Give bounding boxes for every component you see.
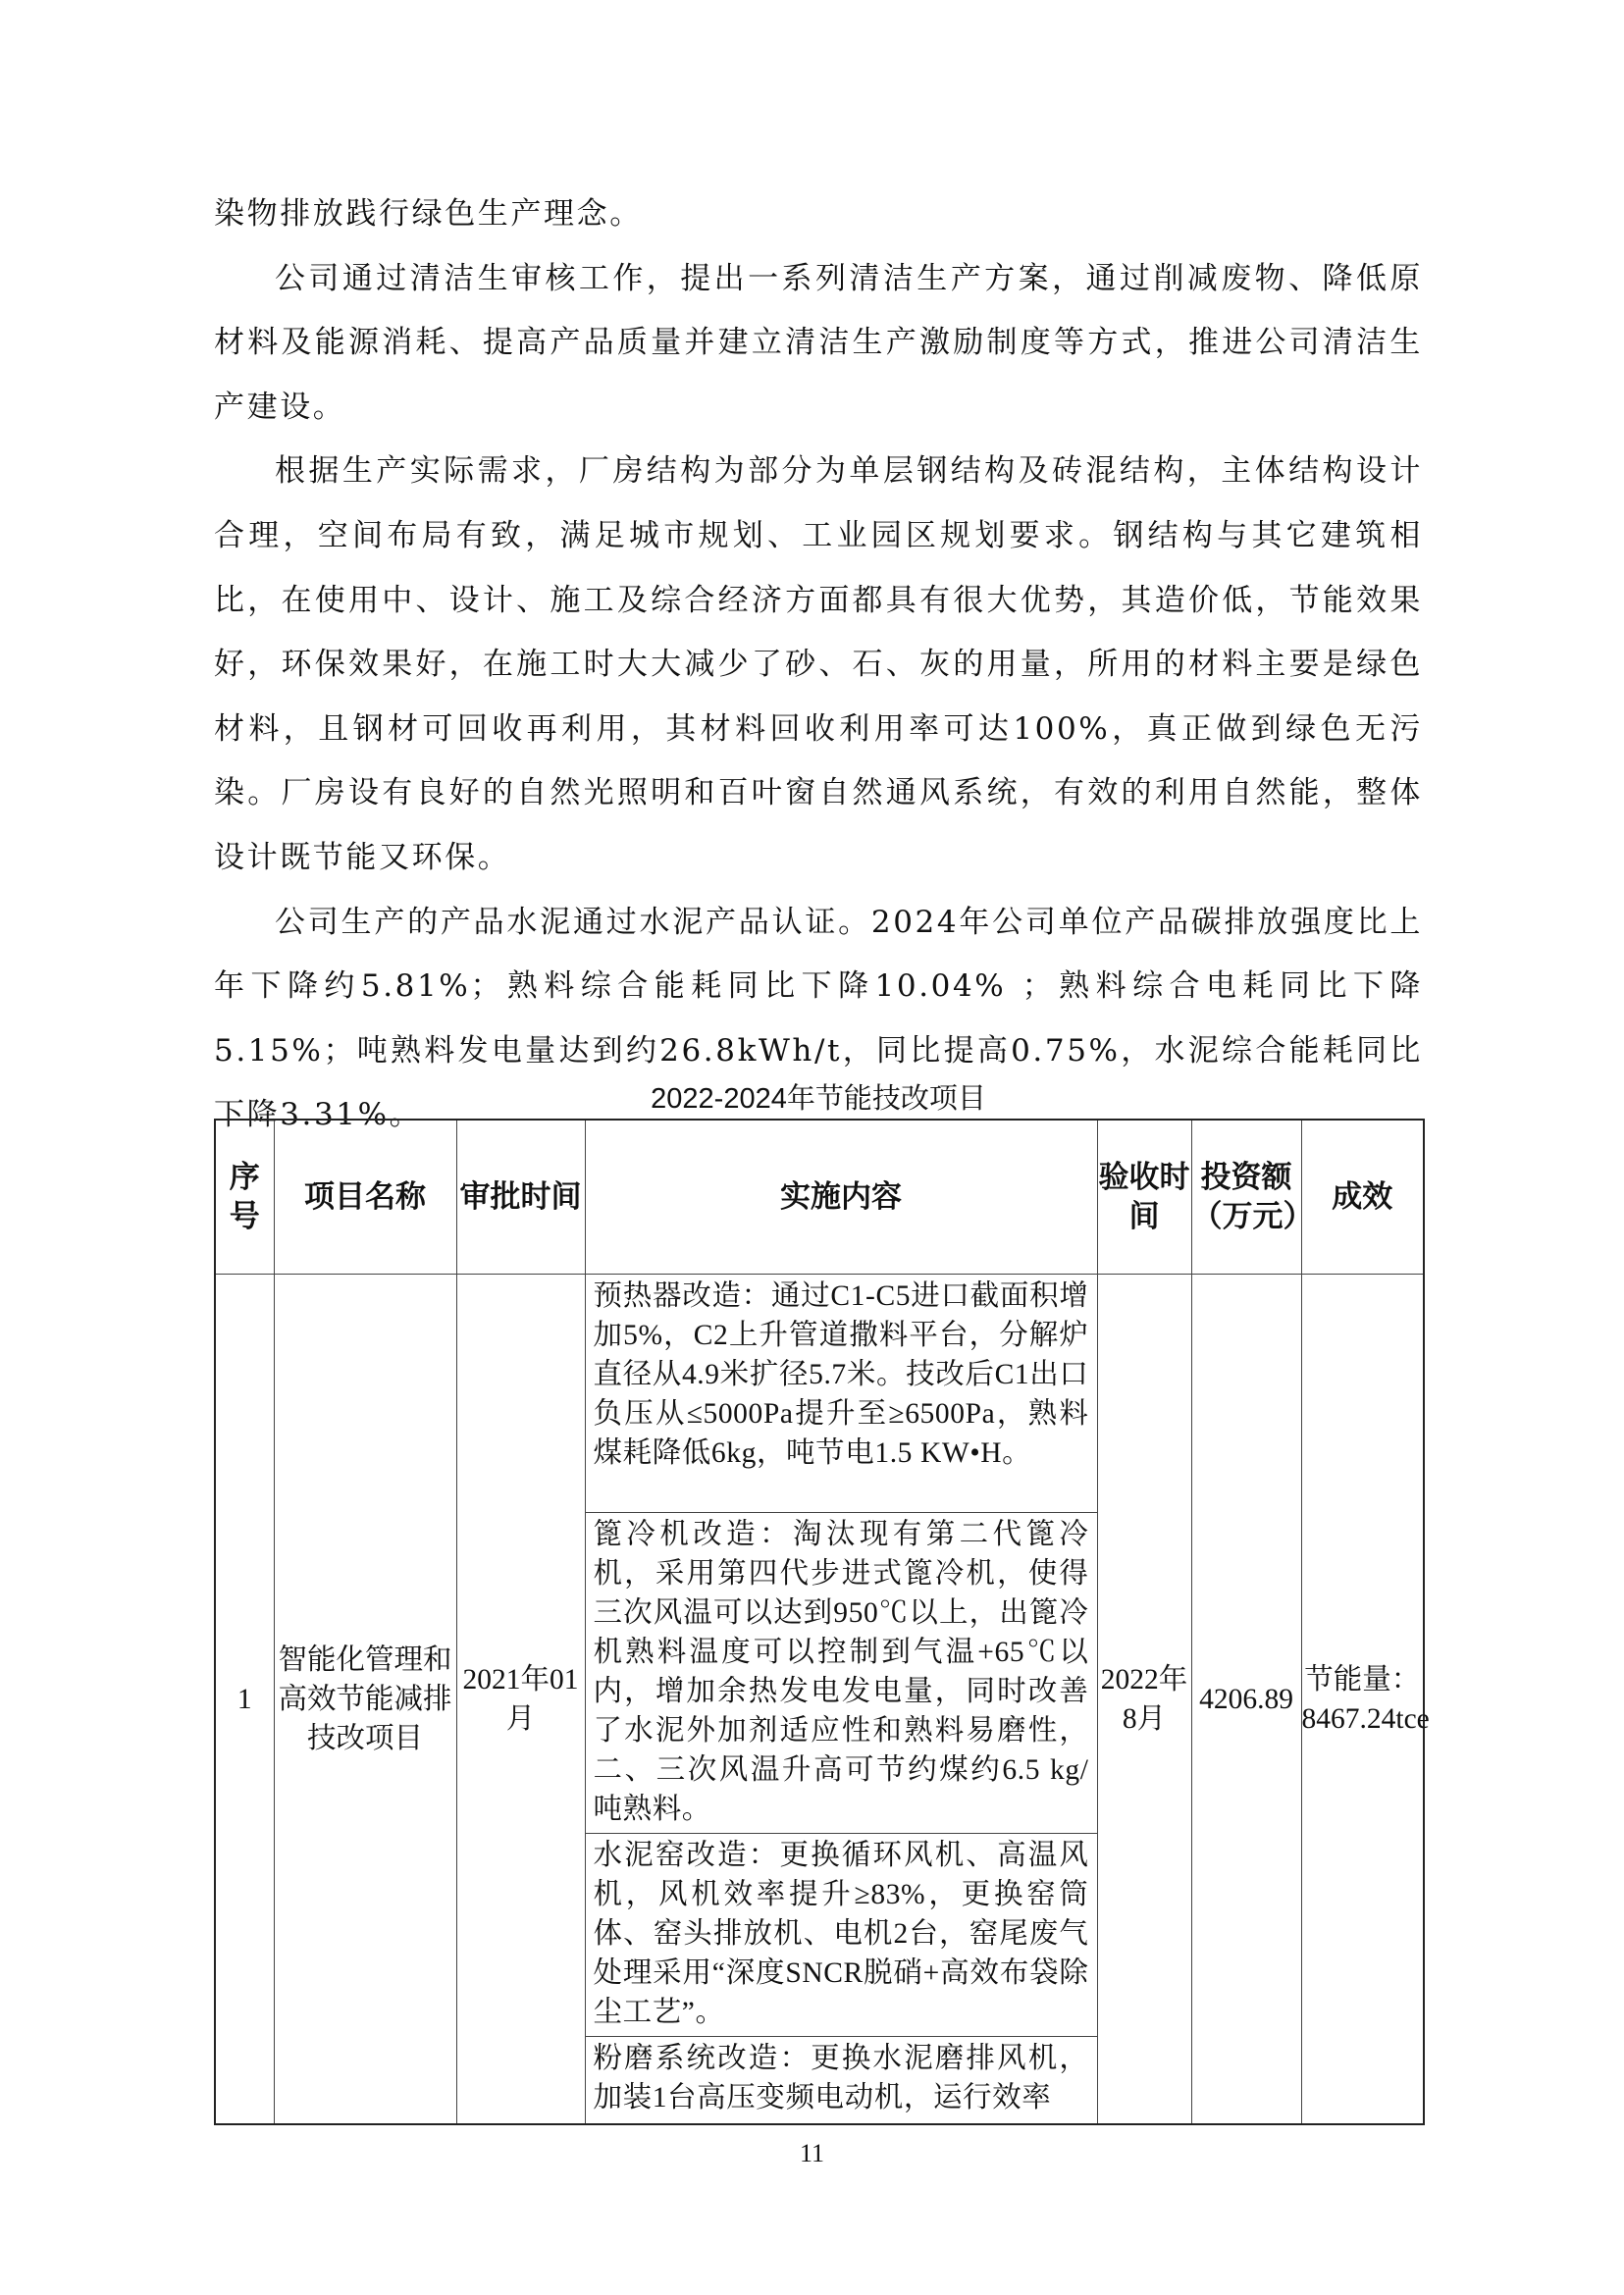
table-header-row bbox=[215, 1120, 1424, 1275]
cell-content-cooler: 篦冷机改造：淘汰现有第二代篦冷机，采用第四代步进式篦冷机，使得三次风温可以达到950℃以上，出篦冷机熟料温度可以控制到气温+65℃以内，增加余热发电发电量，同时改善了水泥外加剂适应性和熟料易磨性，二、三次风温升高可节约煤约6.5 kg/吨熟料。 bbox=[585, 1513, 1097, 1834]
cell-result: 节能量：8467.24tce bbox=[1301, 1275, 1424, 2125]
cell-acceptance-time: 2022年8月 bbox=[1097, 1275, 1191, 2125]
page-number: 11 bbox=[799, 2139, 825, 2167]
table-row bbox=[215, 1275, 1424, 1513]
paragraph-clean-production: 公司通过清洁生审核工作，提出一系列清洁生产方案，通过削减废物、降低原材料及能源消耗、提高产品质量并建立清洁生产激励制度等方式，推进公司清洁生产建设。 bbox=[214, 260, 1423, 425]
header-implementation: 实施内容 bbox=[585, 1120, 1097, 1275]
header-project-name: 项目名称 bbox=[274, 1120, 456, 1275]
cell-seq: 1 bbox=[215, 1275, 274, 2125]
cell-approval-time: 2021年01月 bbox=[456, 1275, 585, 2125]
cell-content-grinding: 粉磨系统改造：更换水泥磨排风机，加装1台高压变频电动机，运行效率 bbox=[585, 2037, 1097, 2125]
header-investment: 投资额（万元） bbox=[1191, 1120, 1301, 1275]
body-text bbox=[214, 183, 1423, 1148]
paragraph-emissions: 公司生产的产品水泥通过水泥产品认证。2024年公司单位产品碳排放强度比上年下降约5.81%；熟料综合能耗同比下降10.04% ；熟料综合电耗同比下降5.15%；吨熟料发电量达到约26.8kWh/t，同比提高0.75%，水泥综合能耗同比下降3.31%。 bbox=[214, 904, 1423, 1133]
cell-content-preheater: 预热器改造：通过C1-C5进口截面积增加5%，C2上升管道撒料平台，分解炉直径从4.9米扩径5.7米。技改后C1出口负压从≤5000Pa提升至≥6500Pa，熟料煤耗降低6kg，吨节电1.5 KW•H。 bbox=[585, 1275, 1097, 1513]
header-seq: 序号 bbox=[215, 1120, 274, 1275]
energy-saving-projects-table bbox=[214, 1119, 1430, 2125]
cell-project-name: 智能化管理和高效节能减排技改项目 bbox=[274, 1275, 456, 2125]
header-acceptance-time: 验收时间 bbox=[1097, 1120, 1191, 1275]
table-title: 2022-2024年节能技改项目 bbox=[651, 1083, 986, 1115]
cell-content-kiln: 水泥窑改造：更换循环风机、高温风机，风机效率提升≥83%，更换窑筒体、窑头排放机、电机2台，窑尾废气处理采用“深度SNCR脱硝+高效布袋除尘工艺”。 bbox=[585, 1834, 1097, 2037]
paragraph-plant-structure: 根据生产实际需求，厂房结构为部分为单层钢结构及砖混结构，主体结构设计合理，空间布局有致，满足城市规划、工业园区规划要求。钢结构与其它建筑相比，在使用中、设计、施工及综合经济方面都具有很大优势，其造价低，节能效果好，环保效果好，在施工时大大减少了砂、石、灰的用量，所用的材料主要是绿色材料，且钢材可回收再利用，其材料回收利用率可达100%，真正做到绿色无污染。厂房设有良好的自然光照明和百叶窗自然通风系统，有效的利用自然能，整体设计既节能又环保。 bbox=[214, 453, 1423, 875]
cell-investment: 4206.89 bbox=[1191, 1275, 1301, 2125]
paragraph-continuation: 染物排放践行绿色生产理念。 bbox=[214, 196, 643, 232]
header-approval-time: 审批时间 bbox=[456, 1120, 585, 1275]
header-result: 成效 bbox=[1301, 1120, 1424, 1275]
